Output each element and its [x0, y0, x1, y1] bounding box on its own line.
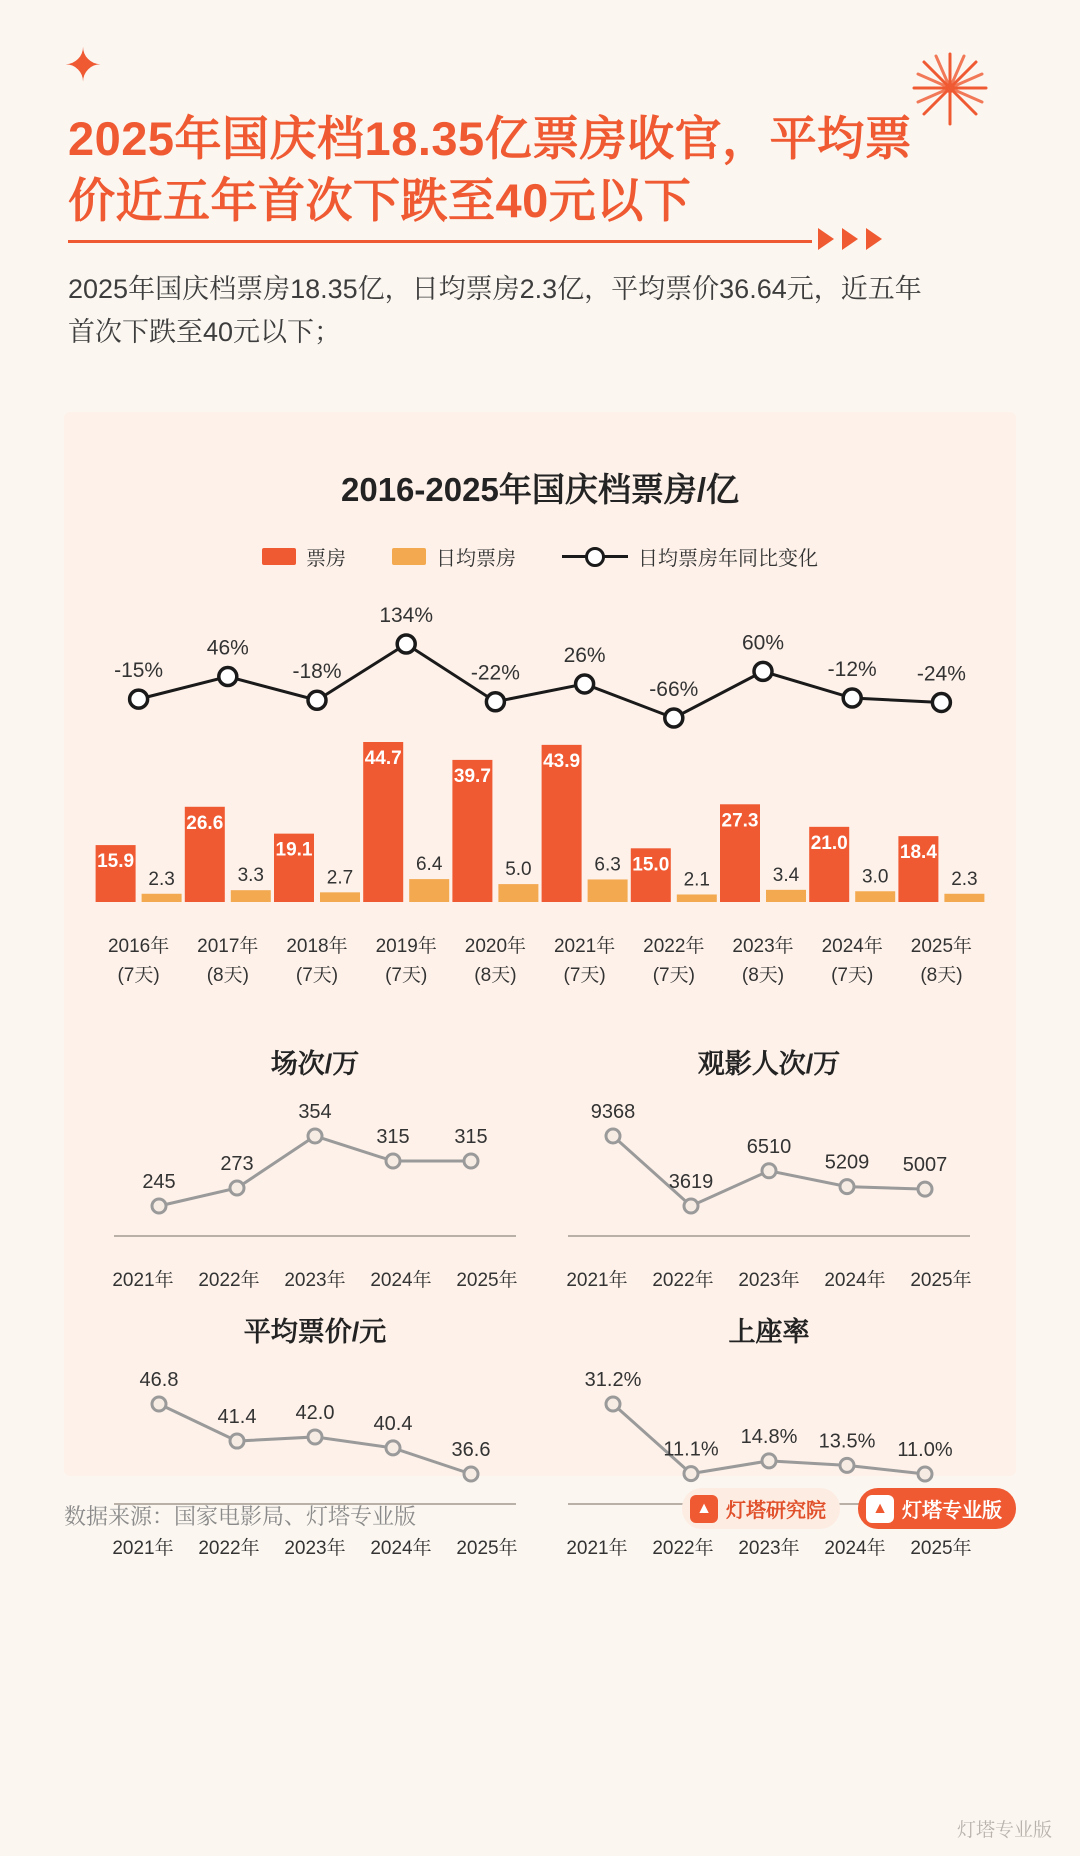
svg-text:-12%: -12%	[827, 658, 877, 682]
svg-text:41.4: 41.4	[217, 1406, 257, 1429]
lighthouse-icon: ▲	[866, 1495, 894, 1523]
svg-text:-18%: -18%	[292, 660, 342, 684]
mini-x-2024: 2024年	[824, 1270, 886, 1291]
svg-text:-24%: -24%	[916, 662, 966, 686]
x-label-2025: 2025年 (8天)	[910, 936, 973, 987]
mini-x-labels-occupancy	[554, 1533, 984, 1560]
mini-title-avgprice: 平均票价/元	[243, 1317, 387, 1347]
summary-text: 2025年国庆档票房18.35亿，日均票房2.3亿，平均票价36.64元，近五年首次下跌至40元以下；	[68, 274, 922, 348]
svg-text:36.6: 36.6	[451, 1439, 491, 1461]
mini-x-2023: 2023年	[738, 1538, 800, 1559]
svg-text:315: 315	[376, 1126, 410, 1149]
mini-chart-admissions	[554, 1042, 984, 1292]
legend-label-daily: 日均票房	[436, 548, 516, 570]
svg-text:26%: 26%	[563, 643, 606, 667]
legend-label-boxoffice: 票房	[306, 548, 346, 570]
x-label-2021: 2021年 (7天)	[553, 936, 616, 987]
legend-item-boxoffice	[262, 542, 346, 571]
mini-x-2022: 2022年	[652, 1270, 714, 1291]
svg-text:11.1%: 11.1%	[663, 1438, 719, 1461]
x-label-2022: 2022年 (7天)	[643, 936, 705, 987]
mini-chart-sessions	[100, 1042, 530, 1292]
svg-text:13.5%: 13.5%	[818, 1430, 876, 1453]
mini-x-2022: 2022年	[198, 1270, 260, 1291]
x-label-2023: 2023年 (8天)	[732, 936, 794, 987]
mini-chart-avgprice-svg	[100, 1352, 530, 1522]
legend-item-daily	[392, 542, 516, 571]
svg-text:27.3: 27.3	[721, 810, 759, 832]
svg-text:2.7: 2.7	[326, 867, 354, 889]
mini-title-occupancy: 上座率	[728, 1317, 810, 1347]
lighthouse-icon: ▲	[690, 1495, 718, 1523]
svg-text:31.2%: 31.2%	[584, 1369, 642, 1391]
x-label-2017: 2017年 (8天)	[197, 936, 259, 987]
svg-text:19.1: 19.1	[275, 839, 313, 861]
svg-text:39.7: 39.7	[453, 765, 491, 787]
svg-text:2.3: 2.3	[148, 868, 175, 890]
svg-text:-15%: -15%	[114, 659, 164, 683]
legend-swatch-yoy	[562, 555, 628, 558]
x-label-2018: 2018年 (7天)	[286, 936, 348, 987]
svg-text:2.3: 2.3	[951, 868, 978, 890]
svg-text:44.7: 44.7	[364, 748, 402, 769]
svg-text:134%: 134%	[379, 604, 434, 627]
svg-text:3.0: 3.0	[861, 866, 889, 888]
svg-text:-66%: -66%	[649, 678, 699, 701]
mini-x-2023: 2023年	[284, 1538, 346, 1559]
brand-dengta-pro	[858, 1488, 1016, 1529]
x-label-2016: 2016年 (7天)	[107, 936, 170, 987]
legend-item-yoy	[562, 542, 818, 571]
svg-text:6.4: 6.4	[415, 854, 443, 876]
svg-text:2.1: 2.1	[683, 869, 711, 891]
main-chart-svg	[94, 572, 986, 932]
main-chart-title: 2016-2025年国庆档票房/亿	[341, 471, 739, 508]
arrow-decoration	[818, 228, 882, 250]
mini-x-2023: 2023年	[738, 1270, 800, 1291]
svg-text:46%: 46%	[206, 636, 249, 660]
brand-label-research: 灯塔研究院	[726, 1500, 826, 1522]
mini-title-admissions: 观影人次/万	[697, 1049, 841, 1079]
svg-text:5.0: 5.0	[505, 859, 532, 881]
svg-text:354: 354	[298, 1101, 332, 1123]
svg-text:46.8: 46.8	[139, 1369, 179, 1391]
mini-chart-admissions-svg	[554, 1084, 984, 1254]
mini-x-2024: 2024年	[824, 1538, 886, 1559]
mini-x-2021: 2021年	[566, 1270, 628, 1291]
mini-x-2025: 2025年	[910, 1270, 972, 1291]
svg-text:273: 273	[220, 1153, 254, 1176]
mini-x-labels-sessions	[100, 1265, 530, 1292]
svg-text:5007: 5007	[902, 1154, 948, 1177]
mini-x-2025: 2025年	[456, 1270, 518, 1291]
mini-x-2021: 2021年	[112, 1538, 174, 1559]
svg-text:60%: 60%	[741, 631, 785, 655]
svg-text:21.0: 21.0	[810, 832, 848, 854]
svg-text:6.3: 6.3	[594, 854, 621, 876]
legend-swatch-boxoffice	[262, 548, 296, 565]
svg-text:18.4: 18.4	[899, 842, 937, 864]
page-title: 2025年国庆档18.35亿票房收官，平均票价近五年首次下跌至40元以下	[68, 112, 913, 228]
x-label-2020: 2020年 (8天)	[464, 936, 527, 987]
svg-text:43.9: 43.9	[543, 750, 581, 772]
mini-chart-sessions-svg	[100, 1084, 530, 1254]
mini-title-sessions: 场次/万	[270, 1049, 360, 1079]
mini-x-2022: 2022年	[198, 1538, 260, 1559]
svg-text:6510: 6510	[746, 1135, 792, 1158]
mini-x-labels-admissions	[554, 1265, 984, 1292]
svg-text:42.0: 42.0	[295, 1401, 335, 1424]
source-note: 数据来源：国家电影局、灯塔专业版	[64, 1504, 417, 1529]
svg-text:26.6: 26.6	[186, 812, 224, 834]
brand-logos	[682, 1488, 1016, 1529]
watermark-label: 灯塔专业版	[956, 1820, 1052, 1841]
main-chart-x-labels	[94, 932, 986, 991]
x-label-2024: 2024年 (7天)	[821, 936, 883, 987]
mini-x-2025: 2025年	[456, 1538, 518, 1559]
mini-x-2024: 2024年	[370, 1270, 432, 1291]
svg-text:315: 315	[454, 1126, 488, 1149]
svg-text:3.4: 3.4	[772, 864, 800, 886]
mini-x-2022: 2022年	[652, 1538, 714, 1559]
svg-text:5209: 5209	[824, 1151, 870, 1174]
svg-text:3.3: 3.3	[237, 865, 265, 887]
brand-dengta-research	[682, 1488, 840, 1529]
svg-text:9368: 9368	[590, 1101, 636, 1123]
legend-label-yoy: 日均票房年同比变化	[638, 548, 818, 570]
svg-text:11.0%: 11.0%	[897, 1439, 953, 1461]
x-label-2019: 2019年 (7天)	[375, 936, 437, 987]
legend-swatch-daily	[392, 548, 426, 565]
brand-label-pro: 灯塔专业版	[902, 1500, 1002, 1522]
svg-text:15.9: 15.9	[97, 851, 135, 873]
sparkle-icon: ✦	[63, 39, 103, 91]
svg-text:245: 245	[142, 1171, 176, 1193]
title-divider	[68, 240, 812, 243]
mini-x-2023: 2023年	[284, 1270, 346, 1291]
svg-text:3619: 3619	[668, 1171, 714, 1193]
svg-text:-22%: -22%	[470, 661, 520, 685]
mini-x-2024: 2024年	[370, 1538, 432, 1559]
main-chart-legend	[64, 542, 1016, 571]
mini-x-2021: 2021年	[112, 1270, 174, 1291]
mini-x-labels-avgprice	[100, 1533, 530, 1560]
mini-x-2025: 2025年	[910, 1538, 972, 1559]
svg-text:14.8%: 14.8%	[740, 1425, 798, 1448]
svg-text:40.4: 40.4	[373, 1412, 413, 1435]
mini-x-2021: 2021年	[566, 1538, 628, 1559]
main-bar-chart	[94, 572, 986, 932]
svg-text:15.0: 15.0	[632, 854, 670, 876]
